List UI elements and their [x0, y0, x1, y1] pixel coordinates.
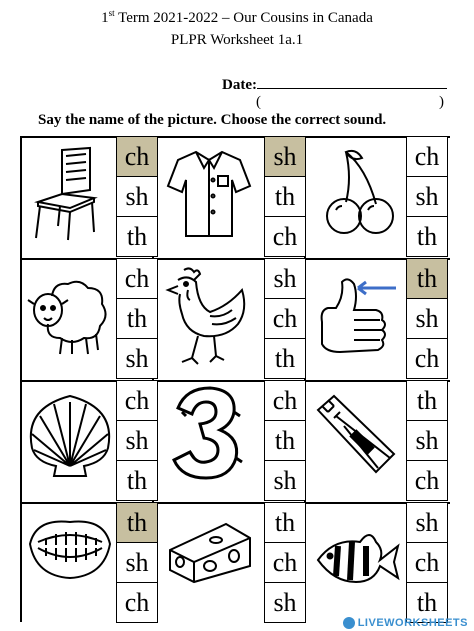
- sound-option-th-cell-2[interactable]: th: [264, 176, 306, 217]
- grid-line: [20, 136, 22, 622]
- sound-option-ch-cell-6[interactable]: ch: [406, 338, 448, 379]
- sound-option-th-cell-10[interactable]: th: [116, 502, 158, 543]
- date-label: Date:: [222, 77, 257, 93]
- sound-option-ch-cell-10[interactable]: ch: [116, 582, 158, 623]
- sound-option-sh-cell-1[interactable]: sh: [116, 176, 158, 217]
- sound-option-sh-cell-11[interactable]: sh: [264, 582, 306, 623]
- date-blank[interactable]: [257, 74, 447, 89]
- sound-option-th-cell-8[interactable]: th: [264, 420, 306, 461]
- chicken-icon: [164, 266, 250, 366]
- sound-option-th-cell-9[interactable]: th: [406, 380, 448, 421]
- sound-option-ch-cell-1[interactable]: ch: [116, 136, 158, 177]
- cheese-icon: [166, 520, 254, 584]
- sound-option-sh-cell-3[interactable]: sh: [406, 176, 448, 217]
- sound-option-sh-cell-2[interactable]: sh: [264, 136, 306, 177]
- teeth-icon: [26, 512, 114, 584]
- date-paren-field: [256, 94, 444, 111]
- grid-line: [20, 258, 450, 260]
- sound-option-th-cell-4[interactable]: th: [116, 298, 158, 339]
- grid-line: [20, 136, 450, 138]
- liveworksheets-logo-icon: [343, 617, 355, 629]
- sound-option-ch-cell-8[interactable]: ch: [264, 380, 306, 421]
- sound-option-th-cell-3[interactable]: th: [406, 216, 448, 257]
- grid-line: [20, 502, 450, 504]
- sound-option-sh-cell-10[interactable]: sh: [116, 542, 158, 583]
- sound-option-th-cell-7[interactable]: th: [116, 460, 158, 501]
- sound-option-ch-cell-11[interactable]: ch: [264, 542, 306, 583]
- sound-option-ch-cell-7[interactable]: ch: [116, 380, 158, 421]
- sound-option-th-cell-6[interactable]: th: [406, 258, 448, 299]
- sound-option-ch-cell-3[interactable]: ch: [406, 136, 448, 177]
- sound-option-sh-cell-4[interactable]: sh: [116, 338, 158, 379]
- sound-option-th-cell-1[interactable]: th: [116, 216, 158, 257]
- sound-option-sh-cell-8[interactable]: sh: [264, 460, 306, 501]
- sound-option-ch-cell-12[interactable]: ch: [406, 542, 448, 583]
- grid-line: [20, 380, 450, 382]
- worksheet-title: 1st Term 2021-2022 – Our Cousins in Canada: [101, 8, 373, 26]
- sound-option-sh-cell-12[interactable]: sh: [406, 502, 448, 543]
- sound-option-sh-cell-5[interactable]: sh: [264, 258, 306, 299]
- cherries-icon: [322, 148, 398, 236]
- sound-option-ch-cell-4[interactable]: ch: [116, 258, 158, 299]
- paren-open: (: [256, 94, 261, 110]
- instruction-text: Say the name of the picture. Choose the correct sound.: [38, 112, 387, 128]
- sound-option-sh-cell-7[interactable]: sh: [116, 420, 158, 461]
- sound-option-ch-cell-5[interactable]: ch: [264, 298, 306, 339]
- chocolate-icon: [314, 392, 398, 478]
- watermark: LIVEWORKSHEETS: [343, 617, 468, 629]
- sound-option-th-cell-5[interactable]: th: [264, 338, 306, 379]
- three-icon: [170, 384, 246, 482]
- thumb-icon: [314, 274, 402, 366]
- sound-option-th-cell-12[interactable]: th: [406, 582, 448, 623]
- sound-option-th-cell-11[interactable]: th: [264, 502, 306, 543]
- chair-icon: [30, 146, 108, 242]
- fish-icon: [314, 524, 400, 594]
- sound-option-ch-cell-9[interactable]: ch: [406, 460, 448, 501]
- sound-option-sh-cell-6[interactable]: sh: [406, 298, 448, 339]
- sound-option-ch-cell-2[interactable]: ch: [264, 216, 306, 257]
- sound-option-sh-cell-9[interactable]: sh: [406, 420, 448, 461]
- shirt-icon: [166, 146, 252, 240]
- date-field: [222, 74, 447, 94]
- paren-close: ): [439, 94, 444, 110]
- shell-icon: [24, 388, 116, 482]
- sheep-icon: [26, 276, 110, 356]
- worksheet-subtitle: PLPR Worksheet 1a.1: [170, 32, 304, 48]
